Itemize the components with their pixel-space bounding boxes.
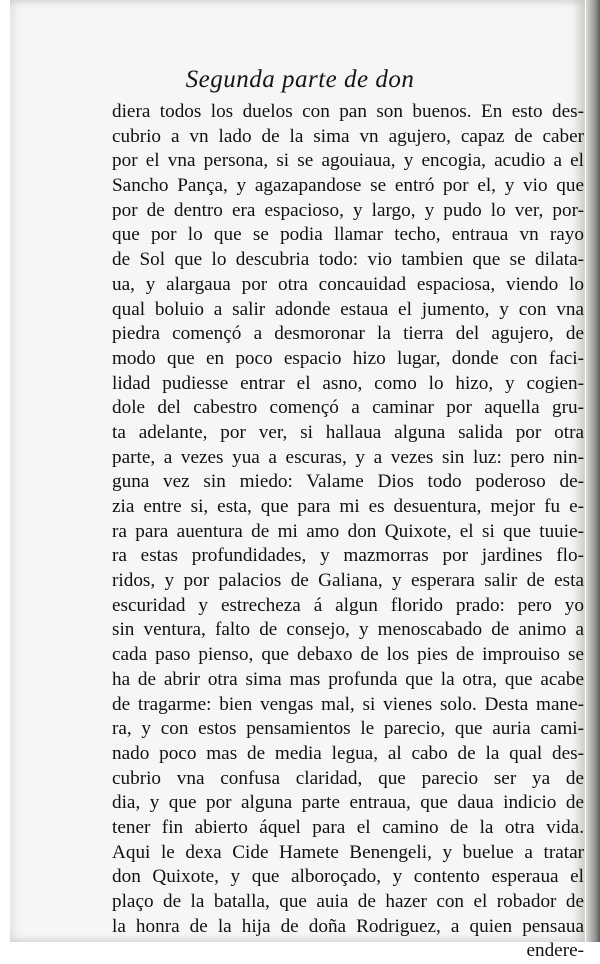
text-line: modo que en poco espacio hizo lugar, donde con faci- (112, 347, 584, 369)
text-line: ra, y con estos pensamientos le parecio, que auria cami- (112, 718, 584, 740)
text-line: Aqui le dexa Cide Hamete Benengeli, y buelue a tratar (112, 841, 584, 863)
text-line: cada paso pienso, que debaxo de los pies de improuiso se (112, 644, 584, 666)
text-line: diera todos los duelos con pan son buenos. En esto des- (112, 101, 584, 122)
text-line: escuridad y estrecheza á algun florido prado: pero yo (112, 594, 584, 616)
text-line: cubrio a vn lado de la sima vn agujero, capaz de caber (112, 125, 584, 147)
text-line: tener fin abierto áquel para el camino de la otra vida. (112, 816, 584, 838)
text-line: guna vez sin miedo: Valame Dios todo poderoso de- (112, 471, 584, 493)
text-line: de tragarme: bien vengas mal, si vienes solo. Desta mane- (112, 693, 584, 715)
text-line: ha de abrir otra sima mas profunda que la otra, que acabe (112, 668, 584, 690)
text-line: parte, a vezes yua a escuras, y a vezes sin luz: pero nin- (112, 446, 584, 468)
text-line: por el vna persona, si se agouiaua, y encogia, acudio a el (112, 150, 584, 172)
text-line: lidad pudiesse entrar el asno, como lo hizo, y cogien- (112, 372, 584, 394)
text-line: que por lo que se podia llamar techo, entraua vn rayo (112, 224, 584, 246)
running-header: Segunda parte de don (185, 66, 415, 93)
text-line: dia, y que por alguna parte entraua, que daua indicio de (112, 792, 584, 814)
text-line: don Quixote, y que alboroçado, y contento esperaua el (112, 866, 584, 888)
text-line: plaço de la batalla, que auia de hazer con el robador de (112, 891, 584, 912)
text-line: por de dentro era espacioso, y largo, y pudo lo ver, por- (112, 199, 584, 221)
text-line: ridos, y por palacios de Galiana, y esperara salir de esta (112, 570, 584, 592)
text-line: qual boluio a salir adonde estaua el jumento, y con vna (112, 298, 584, 320)
body-text (112, 100, 584, 964)
text-line: ua, y alargaua por otra concauidad espaciosa, viendo lo (112, 273, 584, 295)
text-line: ta adelante, por ver, si hallaua alguna salida por otra (112, 421, 584, 443)
page-edge-shadow (586, 0, 600, 942)
text-line: zia entre si, esta, que para mi es desuentura, mejor fu e- (112, 496, 584, 517)
text-line: ra estas profundidades, y mazmorras por jardines flo- (112, 545, 584, 567)
text-line: cubrio vna confusa claridad, que parecio ser ya de (112, 767, 584, 789)
text-line: piedra començó a desmoronar la tierra del agujero, de (112, 323, 584, 345)
catchword: endere- (526, 940, 584, 962)
text-line: ra para auentura de mi amo don Quixote, el si que tuuie- (112, 520, 584, 542)
text-line: dole del cabestro començó a caminar por aquella gru- (112, 397, 584, 419)
text-line: sin ventura, falto de consejo, y menoscabado de animo a (112, 619, 584, 641)
text-line: nado poco mas de media legua, al cabo de la qual des- (112, 742, 584, 764)
text-line: la honra de la hija de doña Rodriguez, a quien pensaua (112, 915, 584, 937)
text-line: Sancho Pança, y agazapandose se entró por el, y vio que (112, 175, 584, 197)
text-line: de Sol que lo descubria todo: vio tambien que se dilata- (112, 249, 584, 271)
